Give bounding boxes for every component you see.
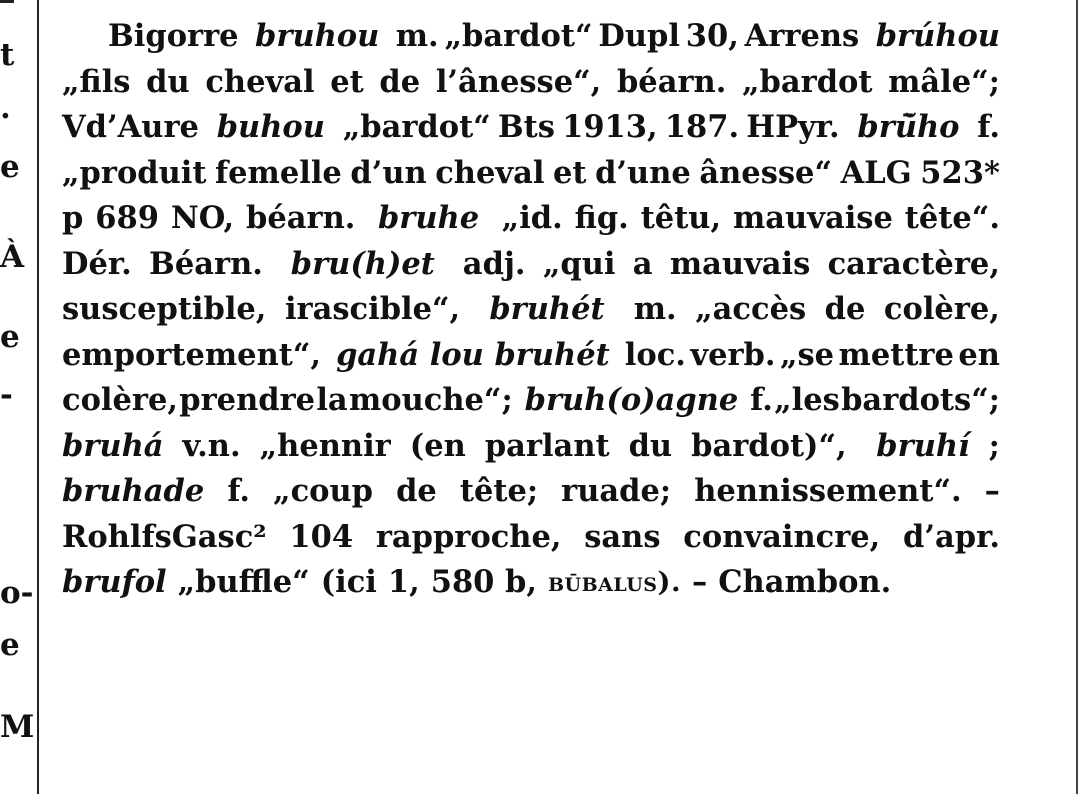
- margin-fragment: À: [0, 239, 25, 275]
- text-line: [62, 469, 1000, 515]
- headword-form: bruhí: [876, 427, 970, 464]
- text-segment: irascible“,: [284, 291, 471, 327]
- text-segment: mouche“;: [348, 382, 524, 418]
- text-segment: d’apr.: [903, 518, 1000, 555]
- text-segment: femelle: [215, 154, 342, 191]
- text-line: [62, 333, 1000, 379]
- text-segment: caractère,: [827, 245, 1000, 282]
- margin-fragment: t: [0, 37, 15, 73]
- right-edge-rule: [1076, 0, 1078, 794]
- text-segment: fig.: [574, 200, 629, 236]
- text-segment: de: [824, 291, 866, 327]
- text-segment: 580 b,: [430, 564, 537, 600]
- margin-fragment: o-: [0, 575, 34, 611]
- text-line: [62, 242, 1000, 288]
- text-segment: „bardot“: [444, 18, 593, 54]
- column-divider: [37, 0, 39, 794]
- text-line: [62, 151, 1000, 197]
- text-segment: f.: [227, 473, 250, 509]
- text-segment: Arrens: [744, 18, 870, 54]
- dictionary-entry: [62, 14, 1000, 606]
- text-segment: cheval: [435, 154, 545, 191]
- text-segment: sans: [584, 518, 661, 555]
- text-segment: mettre: [838, 336, 954, 373]
- text-segment: d’un: [350, 154, 427, 191]
- text-segment: l’ânesse“,: [435, 63, 602, 100]
- text-segment: „bardot“: [332, 109, 491, 145]
- text-segment: v.n.: [182, 427, 241, 464]
- text-line: [62, 515, 1000, 561]
- text-segment: 104: [289, 518, 354, 555]
- text-segment: 1913,: [562, 109, 658, 145]
- text-segment: (ici: [320, 564, 377, 600]
- text-segment: ruade;: [561, 473, 672, 509]
- text-segment: parlant: [484, 427, 610, 464]
- headword-form: brū̆ho: [857, 109, 960, 145]
- headword-form: bruhou: [255, 18, 380, 54]
- text-segment: NO,: [170, 200, 235, 236]
- text-segment: colère,: [883, 291, 1000, 327]
- margin-fragment: .: [0, 90, 11, 126]
- headword-form: bruhét: [489, 291, 605, 327]
- text-segment: rapproche,: [375, 518, 562, 555]
- text-segment: –: [692, 564, 708, 600]
- text-segment: convaincre,: [683, 518, 881, 555]
- text-segment: „se: [779, 336, 835, 373]
- text-segment: Chambon.: [718, 564, 892, 600]
- text-segment: hennissement“.: [694, 473, 962, 509]
- text-segment: būbalus).: [547, 566, 682, 598]
- text-segment: „qui: [542, 245, 616, 282]
- headword-form: brúhou: [875, 18, 1000, 54]
- text-segment: „accès: [695, 291, 807, 327]
- text-segment: en: [958, 336, 1000, 373]
- text-segment: Vd’Aure: [62, 109, 210, 145]
- text-segment: bardot)“,: [691, 427, 858, 464]
- text-segment: „fils: [62, 63, 131, 100]
- text-segment: du: [628, 427, 673, 464]
- headword-form: bruhade: [62, 473, 205, 509]
- text-segment: d’une: [595, 154, 691, 191]
- text-segment: „buffle“: [177, 564, 310, 600]
- text-segment: tête;: [459, 473, 539, 509]
- text-segment: f.: [966, 109, 1000, 145]
- text-segment: „produit: [62, 154, 207, 191]
- text-segment: p: [62, 200, 84, 236]
- text-segment: m.: [385, 18, 439, 54]
- text-segment: HPyr.: [746, 109, 851, 145]
- text-segment: –: [984, 473, 1000, 509]
- text-segment: cheval: [205, 63, 315, 100]
- text-segment: bardots“;: [841, 382, 1000, 418]
- text-segment: tête“.: [904, 200, 1000, 236]
- text-segment: Dér.: [62, 245, 132, 282]
- headword-form: bruh(o)agne: [524, 382, 739, 418]
- text-segment: mâle“;: [888, 63, 1000, 100]
- text-segment: adj.: [452, 245, 526, 282]
- text-segment: RohlfsGasc²: [62, 518, 267, 555]
- text-line: [62, 105, 1000, 151]
- headword-form: bruhe: [377, 200, 480, 236]
- text-line: [62, 560, 1000, 606]
- headword-form: brufol: [62, 564, 167, 600]
- margin-fragment: M: [0, 709, 35, 745]
- text-segment: „les: [774, 382, 840, 418]
- margin-fragment: e: [0, 149, 20, 185]
- text-segment: 1,: [387, 564, 420, 600]
- text-segment: 523*: [920, 154, 1000, 191]
- text-segment: mauvais: [669, 245, 811, 282]
- text-line: [62, 60, 1000, 106]
- text-segment: 187.: [664, 109, 740, 145]
- text-segment: „bardot: [742, 63, 873, 100]
- headword-form: bruhá: [62, 427, 164, 464]
- text-segment: prendre: [179, 382, 316, 418]
- headword-form: buhou: [216, 109, 325, 145]
- text-segment: de: [379, 63, 421, 100]
- text-segment: béarn.: [616, 63, 727, 100]
- headword-form: bru(h)et: [290, 245, 435, 282]
- text-segment: „coup: [273, 473, 373, 509]
- text-segment: Bigorre: [108, 18, 250, 54]
- text-segment: colère,: [62, 382, 178, 418]
- text-segment: m.: [623, 291, 677, 327]
- text-segment: emportement“,: [62, 336, 332, 373]
- text-segment: Bts: [497, 109, 555, 145]
- text-segment: de: [396, 473, 437, 509]
- text-segment: (en: [409, 427, 466, 464]
- text-segment: loc.: [614, 336, 686, 373]
- top-rule-stub: [0, 0, 14, 3]
- text-segment: „id.: [491, 200, 563, 236]
- text-segment: 689: [95, 200, 159, 236]
- text-segment: ALG: [840, 154, 912, 191]
- headword-form: gahá lou bruhét: [336, 336, 610, 373]
- text-line: [62, 287, 1000, 333]
- text-segment: et: [553, 154, 587, 191]
- text-line: [62, 378, 1000, 424]
- text-segment: a: [632, 245, 653, 282]
- text-segment: du: [146, 63, 190, 100]
- margin-fragment: e: [0, 319, 20, 355]
- text-segment: 30,: [685, 18, 739, 54]
- text-segment: béarn.: [246, 200, 367, 236]
- text-segment: Béarn.: [149, 245, 274, 282]
- text-line: [62, 14, 1000, 60]
- text-line: [62, 424, 1000, 470]
- text-segment: têtu,: [640, 200, 722, 236]
- text-line: [62, 196, 1000, 242]
- text-segment: Dupl: [598, 18, 680, 54]
- text-segment: la: [316, 382, 348, 418]
- text-segment: „hennir: [259, 427, 391, 464]
- text-segment: mauvaise: [733, 200, 893, 236]
- text-segment: ânesse“: [699, 154, 832, 191]
- text-segment: verb.: [690, 336, 776, 373]
- text-segment: ;: [988, 427, 1000, 464]
- left-column-fragments: [0, 0, 38, 794]
- text-segment: f.: [739, 382, 773, 418]
- text-segment: et: [330, 63, 364, 100]
- margin-fragment: e: [0, 627, 20, 663]
- text-segment: susceptible,: [62, 291, 267, 327]
- margin-fragment: -: [0, 377, 13, 413]
